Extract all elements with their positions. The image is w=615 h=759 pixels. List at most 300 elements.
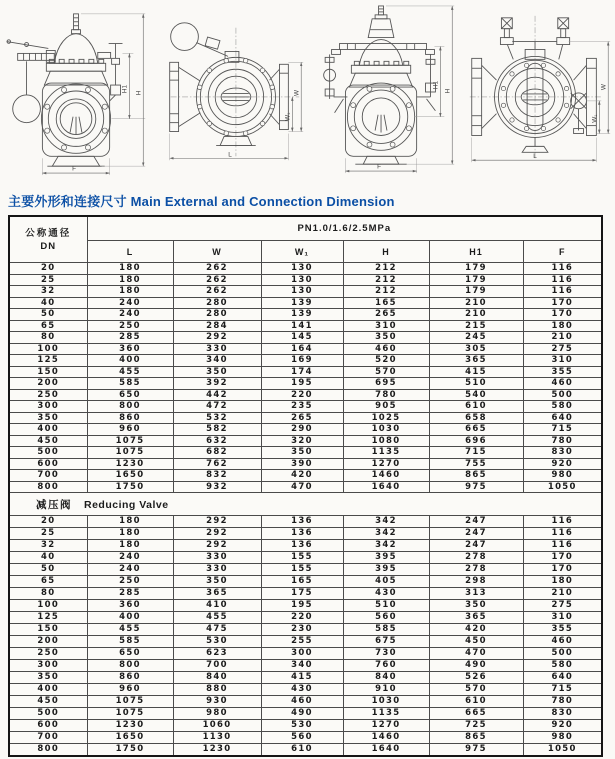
dimension-cell: 1270 [343,720,429,732]
reducing-valve-row [9,516,602,528]
dimension-cell: 1750 [87,481,173,493]
dimension-cell: 490 [429,660,523,672]
dimension-cell: 210 [523,332,602,344]
dimension-cell: 284 [173,320,261,332]
dn-cell: 65 [9,576,87,588]
dimension-cell: 195 [261,600,343,612]
dimension-cell: 285 [87,588,173,600]
pressure-rating-header: PN1.0/1.6/2.5MPa [87,216,602,241]
dn-cell: 25 [9,274,87,286]
dn-cell: 250 [9,648,87,660]
dimension-cell: 860 [87,412,173,424]
reducing-valve-row [9,588,602,600]
dimension-cell: 1060 [173,720,261,732]
dimension-cell: 212 [343,263,429,275]
dimension-cell: 116 [523,274,602,286]
dimension-cell: 580 [523,660,602,672]
dimension-cell: 755 [429,458,523,470]
dn-cell: 400 [9,424,87,436]
main-valve-tbody [9,263,602,493]
dimension-cell: 1050 [523,481,602,493]
dimension-cell: 960 [87,684,173,696]
reducing-valve-row [9,540,602,552]
dimension-cell: 410 [173,600,261,612]
dimension-cell: 932 [173,481,261,493]
dimension-cell: 832 [173,470,261,482]
dimension-cell: 235 [261,401,343,413]
main-valve-row [9,389,602,401]
main-valve-row [9,435,602,447]
dn-cell: 200 [9,636,87,648]
dimension-cell: 1075 [87,435,173,447]
reducing-valve-row [9,660,602,672]
dimension-cell: 1025 [343,412,429,424]
reducing-valve-row [9,744,602,757]
dimension-cell: 840 [343,672,429,684]
dim-label-w1: W₁ [591,114,599,123]
dimension-cell: 292 [173,540,261,552]
dimension-cell: 180 [87,263,173,275]
reducing-valve-section-row [9,493,602,516]
dimension-cell: 215 [429,320,523,332]
dimension-cell: 430 [261,684,343,696]
dn-cell: 800 [9,744,87,757]
dimension-cell: 460 [343,343,429,355]
dim-label-f: F [71,165,76,173]
dimension-cell: 860 [87,672,173,684]
main-valve-row [9,286,602,298]
dimension-cell: 530 [261,720,343,732]
reducing-valve-row [9,732,602,744]
dimension-cell: 455 [173,612,261,624]
dimension-cell: 180 [523,320,602,332]
dimension-cell: 840 [173,672,261,684]
dimension-cell: 130 [261,286,343,298]
dimension-cell: 1030 [343,424,429,436]
dn-cell: 600 [9,458,87,470]
dimension-cell: 313 [429,588,523,600]
main-valve-row [9,470,602,482]
dimension-cell: 1640 [343,481,429,493]
dimension-cell: 170 [523,564,602,576]
dimension-cell: 455 [87,366,173,378]
dimension-cell: 278 [429,552,523,564]
dimension-cell: 350 [261,447,343,459]
dimension-cell: 415 [429,366,523,378]
dn-cell: 40 [9,552,87,564]
dimension-cell: 1050 [523,744,602,757]
dimension-cell: 250 [87,576,173,588]
dimension-cell: 169 [261,355,343,367]
dimension-cell: 980 [173,708,261,720]
float-valve-top-icon [156,2,306,180]
dimension-cell: 800 [87,401,173,413]
dimension-cell: 1750 [87,744,173,757]
reducing-valve-row [9,564,602,576]
dimension-cell: 300 [261,648,343,660]
reducing-valve-row [9,624,602,636]
dimension-cell: 650 [87,648,173,660]
dimension-cell: 179 [429,263,523,275]
main-valve-row [9,447,602,459]
dimension-cell: 1230 [87,458,173,470]
dimension-cell: 247 [429,528,523,540]
dn-label: DN [40,241,57,252]
reducing-valve-row [9,720,602,732]
dimension-cell: 180 [523,576,602,588]
dimension-cell: 585 [87,636,173,648]
dimension-cell: 532 [173,412,261,424]
dimension-cell: 665 [429,424,523,436]
dimension-cell: 292 [173,516,261,528]
dimension-cell: 760 [343,660,429,672]
dn-cell: 700 [9,470,87,482]
dimension-cell: 360 [87,343,173,355]
dimension-cell: 310 [523,612,602,624]
dn-cell: 350 [9,672,87,684]
dimension-cell: 180 [87,286,173,298]
dimension-cell: 250 [87,320,173,332]
reducing-valve-row [9,552,602,564]
dimension-cell: 305 [429,343,523,355]
dimension-cell: 342 [343,516,429,528]
dimension-cell: 420 [429,624,523,636]
dimension-cell: 610 [429,696,523,708]
dimension-cell: 460 [261,696,343,708]
dimension-cell: 130 [261,274,343,286]
dimension-cell: 136 [261,516,343,528]
dimension-cell: 290 [261,424,343,436]
col-header-h: H [343,241,429,263]
dimension-cell: 455 [87,624,173,636]
dimension-cell: 170 [523,297,602,309]
dimension-cell: 220 [261,612,343,624]
dimension-cell: 116 [523,263,602,275]
dimension-table [8,215,603,757]
dimension-cell: 342 [343,540,429,552]
dimension-cell: 658 [429,412,523,424]
dim-label-h1: H1 [121,84,129,94]
dimension-cell: 610 [261,744,343,757]
dimension-cell: 910 [343,684,429,696]
dn-cell: 450 [9,435,87,447]
dimension-cell: 240 [87,564,173,576]
reducing-valve-row [9,708,602,720]
reducing-valve-row [9,528,602,540]
dimension-cell: 265 [261,412,343,424]
dimension-cell: 675 [343,636,429,648]
dimension-cell: 262 [173,274,261,286]
dimension-cell: 715 [429,447,523,459]
dimension-cell: 136 [261,540,343,552]
corner-header-cell [9,216,87,263]
dn-cell: 400 [9,684,87,696]
dimension-cell: 830 [523,708,602,720]
dimension-cell: 1650 [87,732,173,744]
dn-cell: 50 [9,309,87,321]
reducing-valve-row [9,648,602,660]
dimension-cell: 830 [523,447,602,459]
dimension-cell: 292 [173,528,261,540]
dimension-cell: 780 [343,389,429,401]
dimension-cell: 395 [343,552,429,564]
dimension-cell: 960 [87,424,173,436]
dim-label-h1: H1 [432,80,440,90]
dn-cell: 500 [9,447,87,459]
dimension-cell: 292 [173,332,261,344]
dn-cell: 32 [9,540,87,552]
dimension-cell: 155 [261,552,343,564]
dimension-cell: 210 [429,297,523,309]
dimension-cell: 170 [523,309,602,321]
dimension-cell: 730 [343,648,429,660]
dimension-cell: 570 [343,366,429,378]
reducing-valve-label-en: Reducing Valve [84,498,169,511]
dimension-cell: 460 [523,378,602,390]
dimension-cell: 255 [261,636,343,648]
dimension-cell: 240 [87,309,173,321]
dimension-cell: 180 [87,540,173,552]
dimension-cell: 240 [87,297,173,309]
float-valve-front-drawing [0,2,154,185]
dimension-cell: 695 [343,378,429,390]
dimension-cell: 165 [343,297,429,309]
dimension-cell: 585 [87,378,173,390]
dimension-cell: 262 [173,263,261,275]
dimension-cell: 490 [261,708,343,720]
dimension-cell: 360 [87,600,173,612]
dimension-cell: 220 [261,389,343,401]
dimension-cell: 665 [429,708,523,720]
dimension-cell: 170 [523,552,602,564]
dimension-cell: 800 [87,660,173,672]
dimension-cell: 930 [173,696,261,708]
dimension-cell: 405 [343,576,429,588]
main-valve-row [9,412,602,424]
dimension-cell: 762 [173,458,261,470]
dimension-cell: 180 [87,516,173,528]
dimension-cell: 195 [261,378,343,390]
dn-cell: 50 [9,564,87,576]
dn-cell: 65 [9,320,87,332]
dn-cell: 300 [9,401,87,413]
dim-label-l: L [227,151,232,159]
reducing-valve-row [9,612,602,624]
dimension-cell: 275 [523,343,602,355]
dn-cell: 450 [9,696,87,708]
dimension-cell: 980 [523,732,602,744]
dimension-cell: 725 [429,720,523,732]
reducing-valve-front-icon [309,2,459,180]
dim-label-f: F [377,163,382,171]
main-valve-row [9,401,602,413]
col-header-l: L [87,241,173,263]
dimension-cell: 298 [429,576,523,588]
dimension-cell: 1460 [343,470,429,482]
main-valve-row [9,366,602,378]
dimension-cell: 570 [429,684,523,696]
dn-cell: 800 [9,481,87,493]
dimension-cell: 472 [173,401,261,413]
dimension-cell: 247 [429,516,523,528]
dn-cell: 150 [9,624,87,636]
col-header-w: W [173,241,261,263]
main-valve-row [9,355,602,367]
dimension-cell: 682 [173,447,261,459]
dn-cell: 250 [9,389,87,401]
dimension-cell: 350 [173,576,261,588]
dimension-cell: 400 [87,612,173,624]
dimension-cell: 340 [261,660,343,672]
dimension-cell: 415 [261,672,343,684]
dimension-cell: 365 [429,355,523,367]
dim-label-l: L [533,153,537,161]
main-valve-row [9,458,602,470]
main-valve-row [9,378,602,390]
dimension-cell: 1230 [87,720,173,732]
dimension-cell: 1230 [173,744,261,757]
col-header-w1: W₁ [261,241,343,263]
dimension-cell: 920 [523,458,602,470]
nominal-diameter-label: 公称通径 [25,228,72,239]
dimension-cell: 1075 [87,708,173,720]
dn-cell: 25 [9,528,87,540]
main-valve-row [9,320,602,332]
dimension-cell: 174 [261,366,343,378]
dimension-cell: 975 [429,481,523,493]
dimension-cell: 116 [523,286,602,298]
dimension-cell: 582 [173,424,261,436]
dimension-cell: 1135 [343,708,429,720]
dn-cell: 125 [9,612,87,624]
dimension-cell: 540 [429,389,523,401]
dimension-cell: 1075 [87,696,173,708]
section-title-zh: 主要外形和连接尺寸 [8,194,127,209]
dimension-cell: 500 [523,648,602,660]
main-valve-row [9,481,602,493]
section-title [8,191,615,210]
dimension-cell: 1135 [343,447,429,459]
dimension-cell: 285 [87,332,173,344]
dimension-cell: 240 [87,552,173,564]
dimension-cell: 265 [343,309,429,321]
dimension-cell: 880 [173,684,261,696]
dimension-cell: 310 [343,320,429,332]
main-valve-row [9,309,602,321]
float-valve-top-drawing [154,2,308,185]
dimension-cell: 179 [429,274,523,286]
dimension-cell: 350 [173,366,261,378]
dimension-cell: 1640 [343,744,429,757]
main-valve-row [9,343,602,355]
reducing-valve-top-drawing [461,2,615,185]
dimension-cell: 390 [261,458,343,470]
dimension-cell: 212 [343,274,429,286]
dimension-cell: 610 [429,401,523,413]
dimension-cell: 395 [343,564,429,576]
dimension-cell: 210 [523,588,602,600]
dimension-cell: 975 [429,744,523,757]
dimension-cell: 700 [173,660,261,672]
dimension-cell: 136 [261,528,343,540]
dimension-cell: 450 [429,636,523,648]
reducing-valve-row [9,696,602,708]
reducing-valve-row [9,576,602,588]
dimension-cell: 116 [523,516,602,528]
dimension-cell: 585 [343,624,429,636]
dimension-cell: 165 [261,576,343,588]
dimension-cell: 310 [523,355,602,367]
dimension-cell: 526 [429,672,523,684]
dim-label-w1: W₁ [283,112,291,121]
dimension-cell: 520 [343,355,429,367]
dimension-cell: 780 [523,696,602,708]
dimension-cell: 392 [173,378,261,390]
dimension-cell: 340 [173,355,261,367]
dimension-cell: 442 [173,389,261,401]
dn-cell: 700 [9,732,87,744]
dimension-cell: 715 [523,424,602,436]
dn-cell: 600 [9,720,87,732]
dimension-cell: 1130 [173,732,261,744]
dimension-cell: 230 [261,624,343,636]
main-valve-row [9,297,602,309]
dimension-cell: 355 [523,624,602,636]
dimension-cell: 640 [523,672,602,684]
dimension-cell: 1460 [343,732,429,744]
col-header-f: F [523,241,602,263]
dimension-cell: 280 [173,309,261,321]
reducing-valve-top-icon [463,2,613,180]
dimension-cell: 164 [261,343,343,355]
dimension-cell: 920 [523,720,602,732]
dimension-cell: 330 [173,564,261,576]
reducing-valve-section-label [9,493,602,516]
dimension-cell: 865 [429,470,523,482]
dimension-cell: 180 [87,274,173,286]
dimension-cell: 155 [261,564,343,576]
dimension-cell: 1075 [87,447,173,459]
dn-cell: 150 [9,366,87,378]
dimension-cell: 460 [523,636,602,648]
dimension-cell: 275 [523,600,602,612]
reducing-valve-row [9,636,602,648]
dimension-cell: 139 [261,297,343,309]
dimension-cell: 430 [343,588,429,600]
dimension-cell: 475 [173,624,261,636]
section-title-en: Main External and Connection Dimension [130,194,395,209]
dimension-cell: 632 [173,435,261,447]
col-header-h1: H1 [429,241,523,263]
dimension-cell: 400 [87,355,173,367]
dimension-cell: 510 [429,378,523,390]
dimension-cell: 980 [523,470,602,482]
dimension-cell: 865 [429,732,523,744]
dimension-cell: 350 [343,332,429,344]
dimension-cell: 365 [173,588,261,600]
dimension-cell: 212 [343,286,429,298]
dimension-cell: 320 [261,435,343,447]
dimension-cell: 420 [261,470,343,482]
float-valve-front-icon [2,2,152,180]
dim-label-h: H [444,88,452,94]
dimension-cell: 1650 [87,470,173,482]
dn-cell: 80 [9,332,87,344]
dimension-cell: 905 [343,401,429,413]
dim-label-w: W [293,89,301,97]
dimension-cell: 530 [173,636,261,648]
dimension-cell: 330 [173,552,261,564]
